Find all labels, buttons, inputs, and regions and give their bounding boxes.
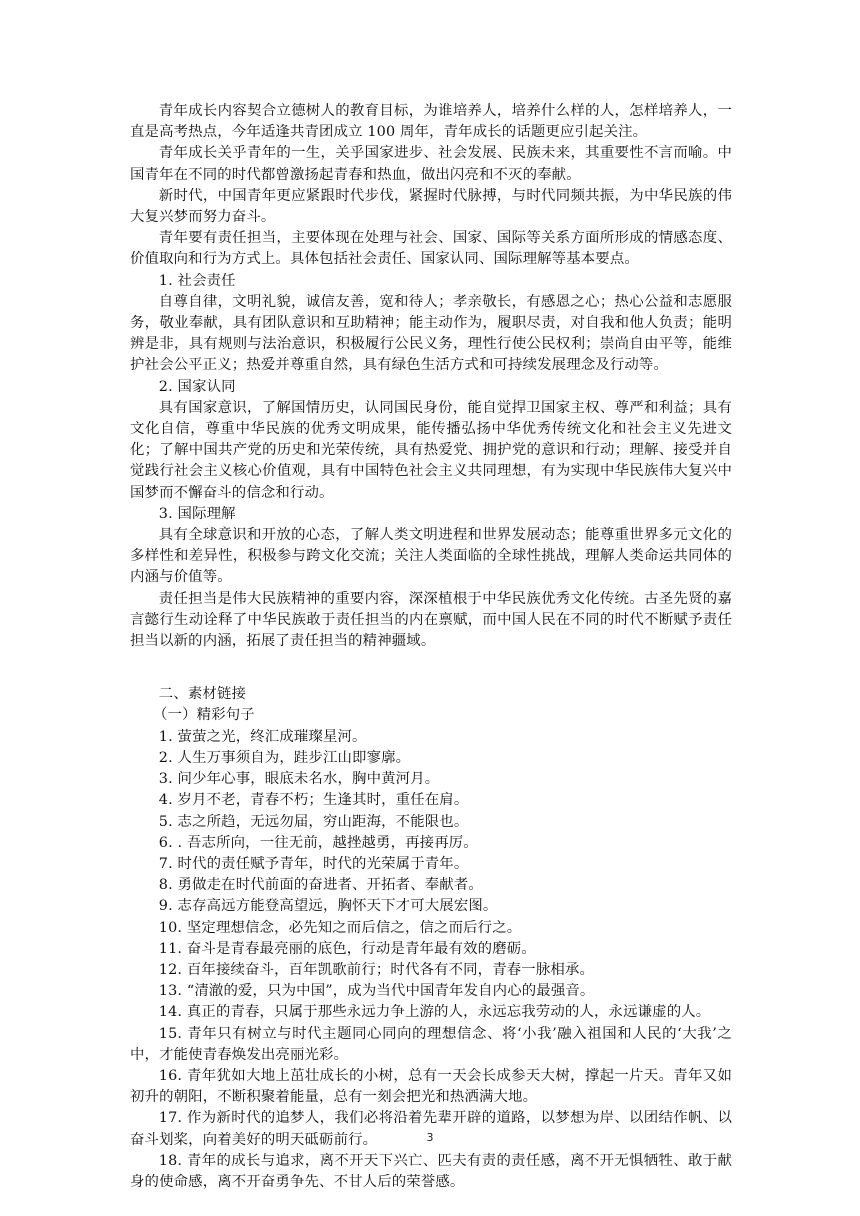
intro-paragraph-4: 青年要有责任担当，主要体现在处理与社会、国家、国际等关系方面所形成的情感态度、价值取向和行为方式上。具体包括社会责任、国家认同、国际理解等基本要点。 xyxy=(130,230,732,268)
point-body-social-responsibility: 自尊自律，文明礼貌，诚信友善，宽和待人；孝亲敬长，有感恩之心；热心公益和志愿服务，敬业奉献，具有团队意识和互助精神；能主动作为，履职尽责，对自我和他人负责；能明辨是非，具有规则与法治意识，积极履行公民义务，理性行使公民权利；崇尚自由平等，能维护社会公平正义；热爱并尊重自然，具有绿色生活方式和可持续发展理念及行动等。 xyxy=(130,293,732,374)
sentence-item: 15. 青年只有树立与时代主题同心同向的理想信念、将‘小我’融入祖国和人民的‘大我’之中，才能使青春焕发出亮丽光彩。 xyxy=(130,1025,732,1063)
page-number: 3 xyxy=(426,1131,434,1144)
point-body-international-understanding: 具有全球意识和开放的心态，了解人类文明进程和世界发展动态；能尊重世界多元文化的多样性和差异性，积极参与跨文化交流；关注人类面临的全球性挑战，理解人类命运共同体的内涵与价值等。 xyxy=(130,527,732,586)
point-heading-international-understanding: 3. 国际理解 xyxy=(158,505,236,522)
sentence-item: 10. 坚定理想信念，必先知之而后信之，信之而后行之。 xyxy=(158,919,522,936)
point-heading-social-responsibility: 1. 社会责任 xyxy=(158,272,236,289)
subsection-title: （一）精彩句子 xyxy=(153,707,255,724)
sentence-item: 5. 志之所趋，无远勿届，穷山距海，不能限也。 xyxy=(158,813,469,830)
sentence-item: 16. 青年犹如大地上茁壮成长的小树，总有一天会长成参天大树，撑起一片天。青年又如初升的朝阳，不断积聚着能量，总有一刻会把光和热洒满大地。 xyxy=(130,1067,732,1106)
section-title: 二、素材链接 xyxy=(158,686,247,703)
sentence-item: 17. 作为新时代的追梦人，我们必将沿着先辈开辟的道路，以梦想为岸、以团结作帆、以奋斗划桨，向着美好的明天砥砺前行。 xyxy=(130,1110,732,1148)
sentence-item: 1. 萤萤之光，终汇成璀璨星河。 xyxy=(158,728,367,745)
point-heading-national-identity: 2. 国家认同 xyxy=(158,378,236,395)
intro-paragraph-2: 青年成长关乎青年的一生，关乎国家进步、社会发展、民族未来，其重要性不言而喻。中国青年在不同的时代都曾激扬起青春和热血，做出闪亮和不灭的奉献。 xyxy=(130,145,732,183)
sentence-item: 7. 时代的责任赋予青年，时代的光荣属于青年。 xyxy=(158,855,469,872)
sentence-item: 8. 勇做走在时代前面的奋进者、开拓者、奉献者。 xyxy=(158,877,483,894)
sentence-item: 18. 青年的成长与追求，离不开天下兴亡、匹夫有责的责任感，离不开无惧牺牲、敢于献身的使命感，离不开奋勇争先、不甘人后的荣誉感。 xyxy=(130,1152,732,1190)
sentence-item: 9. 志存高远方能登高望远，胸怀天下才可大展宏图。 xyxy=(158,898,498,915)
sentence-item: 14. 真正的青春，只属于那些永远力争上游的人，永远忘我劳动的人，永远谦虚的人。 xyxy=(158,1004,711,1021)
sentence-item: 6. . 吾志所向，一往无前，越挫越勇，再接再厉。 xyxy=(158,834,478,851)
sentence-item: 3. 问少年心事，眼底未名水，胸中黄河月。 xyxy=(158,771,440,788)
sentence-item: 11. 奋斗是青春最亮丽的底色，行动是青年最有效的磨砺。 xyxy=(158,940,536,957)
sentence-item: 12. 百年接续奋斗，百年凯歌前行；时代各有不同，青春一脉相承。 xyxy=(158,961,594,978)
closing-paragraph: 责任担当是伟大民族精神的重要内容，深深植根于中华民族优秀文化传统。古圣先贤的嘉言懿行生动诠释了中华民族敢于责任担当的内在禀赋，而中国人民在不同的时代不断赋予责任担当以新的内涵，拓展了责任担当的精神疆域。 xyxy=(130,590,732,650)
sentence-item: 4. 岁月不老，青春不朽；生逢其时，重任在肩。 xyxy=(158,792,469,809)
point-body-national-identity: 具有国家意识，了解国情历史，认同国民身份，能自觉捍卫国家主权、尊严和利益；具有文化自信，尊重中华民族的优秀文明成果，能传播弘扬中华优秀传统文化和社会主义先进文化；了解中国共产党的历史和光荣传统，具有热爱党、拥护党的意识和行动；理解、接受并自觉践行社会主义核心价值观，具有中国特色社会主义共同理想，有为实现中华民族伟大复兴中国梦而不懈奋斗的信念和行动。 xyxy=(130,399,732,501)
sentence-item: 2. 人生万事须自为，跬步江山即寥廓。 xyxy=(158,749,411,766)
sentence-list xyxy=(130,727,732,1193)
page-content xyxy=(130,101,732,1193)
sentence-item: 13. “清澈的爱，只为中国”，成为当代中国青年发自内心的最强音。 xyxy=(158,983,595,1000)
intro-paragraph-3: 新时代，中国青年更应紧跟时代步伐，紧握时代脉搏，与时代同频共振，为中华民族的伟大复兴梦而努力奋斗。 xyxy=(130,187,732,226)
intro-paragraph-1: 青年成长内容契合立德树人的教育目标，为谁培养人，培养什么样的人，怎样培养人，一直是高考热点，今年适逢共青团成立 100 周年，青年成长的话题更应引起关注。 xyxy=(130,103,732,141)
